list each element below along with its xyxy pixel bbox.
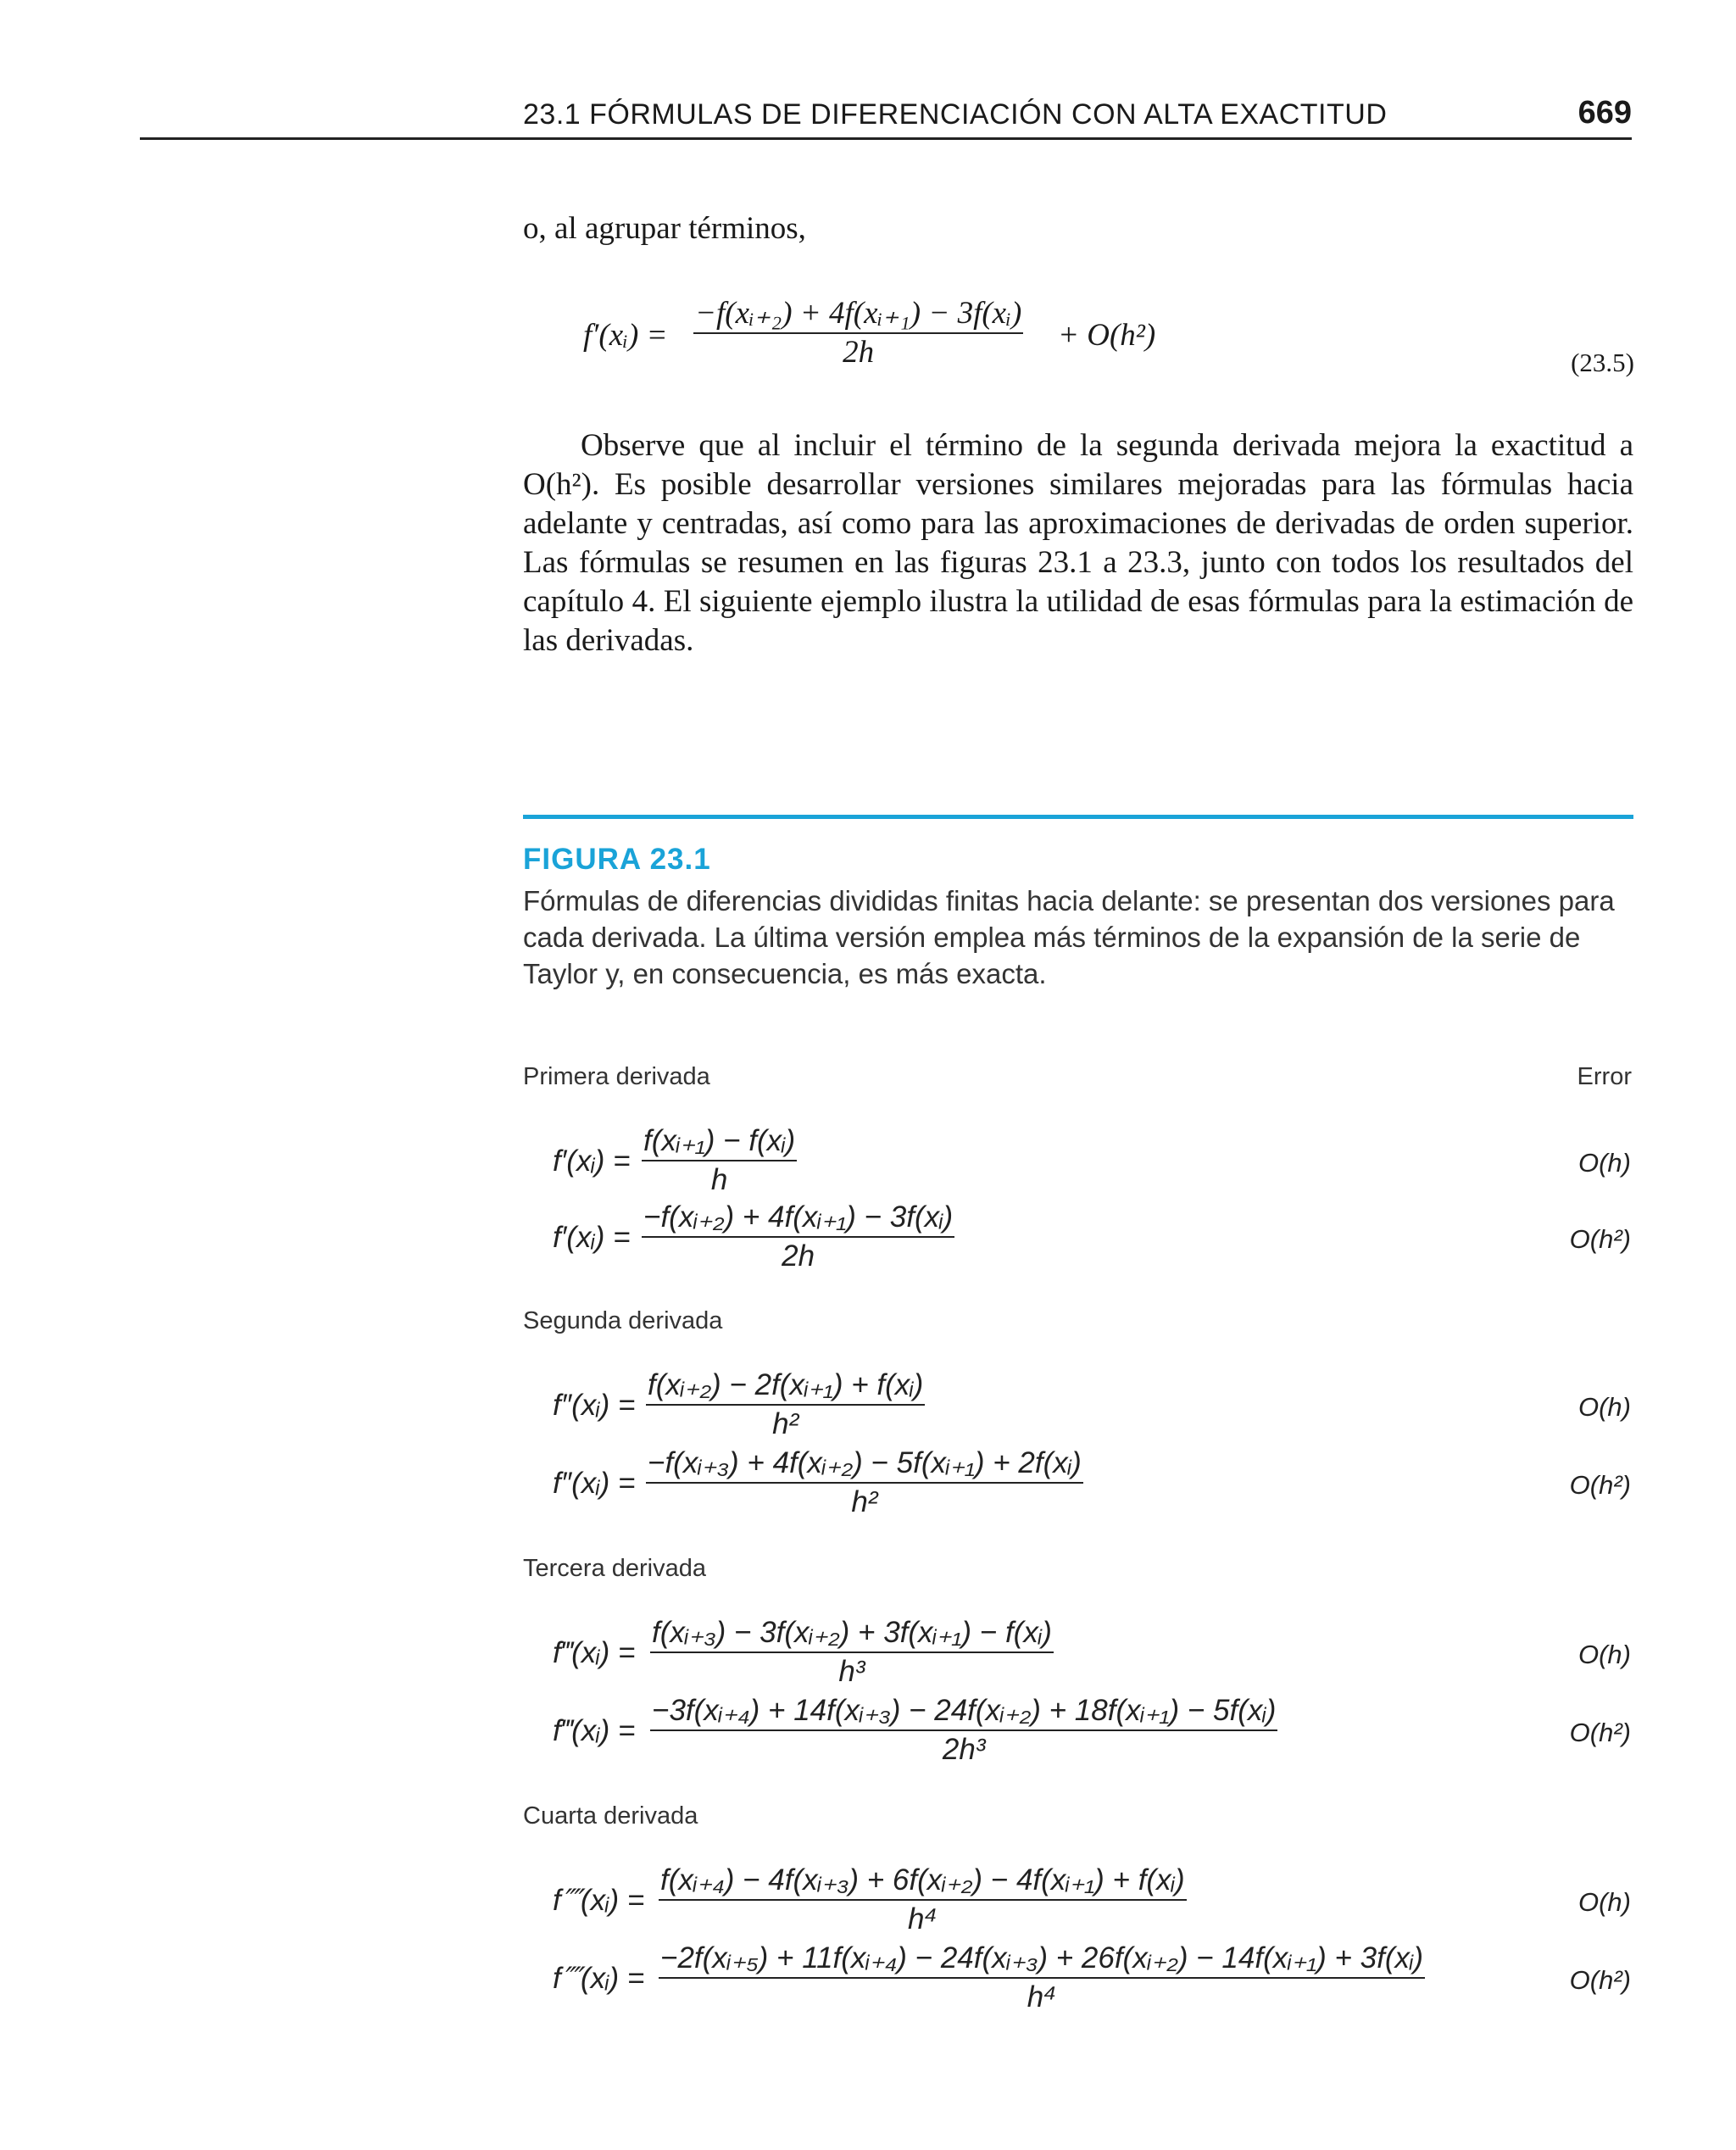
formula-lhs: f″(xᵢ) = bbox=[553, 1467, 636, 1500]
formula-error: O(h) bbox=[1578, 1640, 1631, 1669]
equation-numerator: −f(xᵢ₊₂) + 4f(xᵢ₊₁) − 3f(xᵢ) bbox=[693, 297, 1023, 334]
equation-lhs: f′(xᵢ) = bbox=[583, 318, 668, 353]
section-title-first-derivative: Primera derivada bbox=[523, 1063, 710, 1090]
formula-lhs: f′(xᵢ) = bbox=[553, 1221, 631, 1254]
formula-error: O(h) bbox=[1578, 1392, 1631, 1422]
formula-fraction bbox=[659, 1863, 1187, 1936]
running-head bbox=[140, 93, 1632, 140]
error-column-header: Error bbox=[1577, 1063, 1632, 1090]
formula-denominator: h⁴ bbox=[907, 1902, 938, 1936]
formula-numerator: f(xᵢ₊₃) − 3f(xᵢ₊₂) + 3f(xᵢ₊₁) − f(xᵢ) bbox=[650, 1616, 1054, 1653]
formula-row bbox=[553, 1616, 1631, 1689]
formula-row bbox=[553, 1368, 1631, 1441]
formula-lhs: f″(xᵢ) = bbox=[553, 1389, 636, 1422]
formula-row bbox=[553, 1446, 1631, 1519]
formula-denominator: 2h bbox=[782, 1239, 815, 1273]
equation-denominator: 2h bbox=[843, 335, 875, 370]
formula-error: O(h²) bbox=[1569, 1718, 1631, 1747]
formula-fraction bbox=[646, 1368, 925, 1441]
formula-fraction bbox=[642, 1200, 954, 1273]
formula-numerator: f(xᵢ₊₄) − 4f(xᵢ₊₃) + 6f(xᵢ₊₂) − 4f(xᵢ₊₁) + f(xᵢ) bbox=[659, 1863, 1187, 1901]
page-number: 669 bbox=[1577, 95, 1632, 131]
formula-denominator: h⁴ bbox=[1027, 1980, 1057, 2014]
formula-lhs: f′(xᵢ) = bbox=[553, 1145, 631, 1178]
formula-error: O(h) bbox=[1578, 1887, 1631, 1917]
section-title-second-derivative: Segunda derivada bbox=[523, 1307, 723, 1334]
formula-denominator: h² bbox=[851, 1485, 878, 1518]
formula-denominator: 2h³ bbox=[942, 1733, 986, 1766]
figure-caption: Fórmulas de diferencias divididas finitas hacia delante: se presentan dos versiones para cada derivada. La última versión emplea más términos de la expansión de la serie de Taylor y, en consecuencia, es más exacta. bbox=[523, 885, 1615, 989]
formula-row bbox=[553, 1124, 1631, 1197]
formula-fraction bbox=[646, 1446, 1083, 1519]
formula-row bbox=[553, 1863, 1631, 1936]
formula-numerator: −2f(xᵢ₊₅) + 11f(xᵢ₊₄) − 24f(xᵢ₊₃) + 26f(xᵢ₊₂) − 14f(xᵢ₊₁) + 3f(xᵢ) bbox=[659, 1941, 1425, 1979]
formula-denominator: h³ bbox=[838, 1655, 865, 1688]
formula-lhs: f‴(xᵢ) = bbox=[553, 1636, 636, 1669]
formula-fraction bbox=[650, 1616, 1054, 1689]
figure-rule bbox=[523, 815, 1633, 819]
body-paragraph: Observe que al incluir el término de la segunda derivada mejora la exactitud a O(h²). Es posible desarrollar versiones similares mejoradas para las fórmulas hacia adelante y centradas, así como para las aproximaciones de derivadas de orden superior. Las fórmulas se resumen en las figuras 23.1 a 23.3, junto con todos los resultados del capítulo 4. El siguiente ejemplo ilustra la utilidad de esas fórmulas para la estimación de las derivadas. bbox=[523, 428, 1633, 658]
running-head-title: 23.1 FÓRMULAS DE DIFERENCIACIÓN CON ALTA EXACTITUD bbox=[523, 98, 1388, 131]
formula-error: O(h²) bbox=[1569, 1470, 1631, 1500]
formula-numerator: f(xᵢ₊₂) − 2f(xᵢ₊₁) + f(xᵢ) bbox=[646, 1368, 925, 1406]
equation-fraction bbox=[693, 297, 1023, 370]
formula-numerator: −f(xᵢ₊₂) + 4f(xᵢ₊₁) − 3f(xᵢ) bbox=[642, 1200, 954, 1238]
section-title-third-derivative: Tercera derivada bbox=[523, 1555, 706, 1582]
formula-error: O(h) bbox=[1578, 1148, 1631, 1178]
equation-23-5 bbox=[583, 297, 1634, 382]
section-title-fourth-derivative: Cuarta derivada bbox=[523, 1802, 698, 1830]
equation-tail: + O(h²) bbox=[1058, 318, 1156, 353]
formula-denominator: h² bbox=[772, 1407, 799, 1440]
formula-lhs: f⁗(xᵢ) = bbox=[553, 1962, 645, 1995]
formula-denominator: h bbox=[710, 1163, 728, 1196]
formula-numerator: f(xᵢ₊₁) − f(xᵢ) bbox=[642, 1124, 797, 1161]
equation-number: (23.5) bbox=[1571, 348, 1634, 377]
lead-text: o, al agrupar términos, bbox=[523, 211, 806, 246]
formula-row bbox=[553, 1941, 1631, 2014]
formula-numerator: −f(xᵢ₊₃) + 4f(xᵢ₊₂) − 5f(xᵢ₊₁) + 2f(xᵢ) bbox=[646, 1446, 1083, 1484]
formula-row bbox=[553, 1200, 1631, 1273]
formula-numerator: −3f(xᵢ₊₄) + 14f(xᵢ₊₃) − 24f(xᵢ₊₂) + 18f(xᵢ₊₁) − 5f(xᵢ) bbox=[650, 1694, 1277, 1731]
formula-fraction bbox=[642, 1124, 797, 1197]
formula-lhs: f‴(xᵢ) = bbox=[553, 1714, 636, 1747]
formula-error: O(h²) bbox=[1569, 1224, 1631, 1254]
formula-row bbox=[553, 1694, 1631, 1767]
figure-label: FIGURA 23.1 bbox=[523, 843, 711, 876]
formula-fraction bbox=[659, 1941, 1425, 2014]
formula-error: O(h²) bbox=[1569, 1965, 1631, 1995]
formula-lhs: f⁗(xᵢ) = bbox=[553, 1884, 645, 1917]
formula-fraction bbox=[650, 1694, 1277, 1767]
